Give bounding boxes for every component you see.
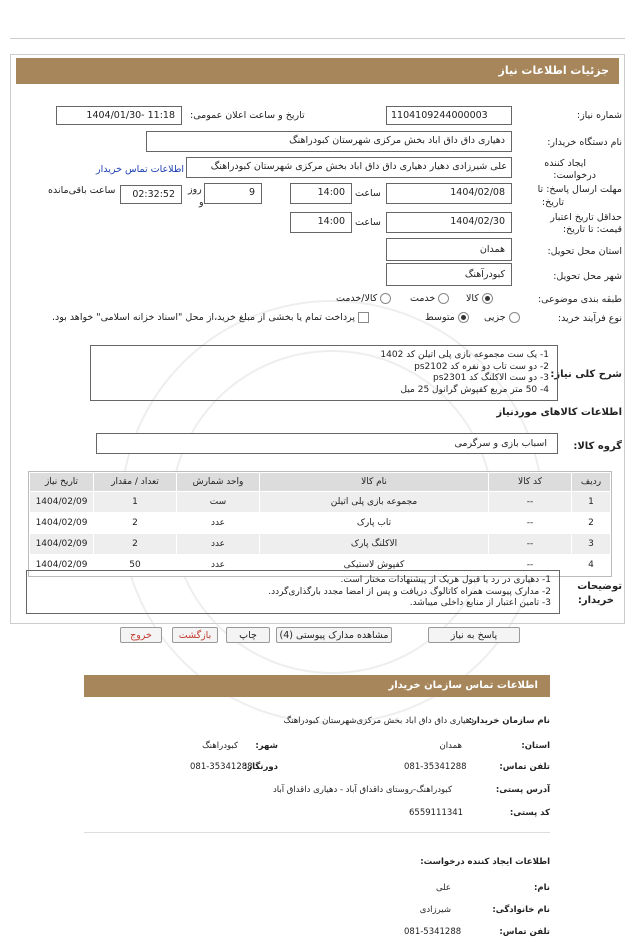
process-minor-radio[interactable] [509,312,520,323]
remaining-time: 02:32:52 [132,189,175,200]
creator-info-title: اطلاعات ایجاد کننده درخواست: [420,857,550,867]
validity-date: 1404/02/30 [450,216,505,227]
validity-date-field [386,212,512,233]
cell-unit: عدد [177,555,260,576]
contact-province-value: همدان [439,741,462,751]
page-title [16,58,619,84]
days-field [204,183,262,204]
cell-index: 1 [572,492,611,513]
cell-qty: 2 [94,513,177,534]
contact-address-value: کبودراهنگ-روستای داقداق آباد - دهیاری داقداق آباد [272,785,452,795]
days-label: روز [188,184,202,195]
cell-index: 2 [572,513,611,534]
col-name: نام کالا [260,473,489,492]
notes-line-3: 3- تامین اعتبار از منابع داخلی میباشد. [409,598,551,608]
goods-table-header [30,473,611,492]
contact-title-bar [84,675,550,697]
view-attachments-button[interactable]: مشاهده مدارک پیوستی (4) [276,627,392,643]
category-service-label: خدمت [410,293,436,304]
contact-phone-value: 081-35341288 [404,762,467,772]
payment-note-text: پرداخت تمام یا بخشی از مبلغ خرید،از محل "اسناد خزانه اسلامی" خواهد بود. [52,312,355,323]
notes-label-1: توضیحات [577,581,622,592]
exit-button[interactable]: خروج [120,627,162,643]
contact-fax-value: 081-35341288 [190,762,253,772]
cell-unit: ست [177,492,260,513]
notes-label-2: خریدار: [577,595,614,606]
need-number-field: 1104109244000003 [386,106,512,125]
deadline-label-1: مهلت ارسال پاسخ: تا [537,184,622,195]
back-button[interactable]: بازگشت [172,627,218,643]
cell-unit: عدد [177,513,260,534]
contact-fax-label: دورنگار: [243,762,278,772]
cell-name: الاکلنگ پارک [260,534,489,555]
announce-field [56,106,182,125]
process-medium-radio[interactable] [458,312,469,323]
goods-table-wrap [28,471,612,577]
validity-time-field [290,212,352,233]
page-title-text: جزئیات اطلاعات نیاز [498,64,609,77]
province-label: استان محل تحویل: [547,246,622,257]
days-value: 9 [248,187,255,198]
contact-postal-label: کد پستی: [509,808,550,818]
cell-name: کفپوش لاستیکی [260,555,489,576]
creator-phone-label: تلفن تماس: [499,927,550,937]
process-medium-label: متوسط [425,312,455,323]
category-option-both[interactable] [336,293,391,304]
contact-title: اطلاعات تماس سازمان خریدار [388,680,538,691]
cell-qty: 1 [94,492,177,513]
category-option-service[interactable] [410,293,449,304]
deadline-label-2: تاریخ: [541,197,564,208]
cell-date: 1404/02/09 [30,555,94,576]
notes-line-2: 2- مدارک پیوست همراه کاتالوگ دریافت و پس از امضا مجدد بارگذاری‌گردد. [268,586,551,597]
creator-first-name-label: نام: [533,883,550,893]
goods-section-title: اطلاعات کالاهای موردنیاز [496,407,622,418]
creator-first-name-value: علی [436,883,451,893]
city-field: کبودرآهنگ [386,263,512,286]
description-label: شرح کلی نیاز: [550,369,622,380]
top-divider [10,38,625,39]
col-unit: واحد شمارش [177,473,260,492]
description-box [90,345,558,401]
table-row [30,534,611,555]
print-button[interactable]: چاپ [226,627,270,643]
province-field: همدان [386,238,512,261]
process-label: نوع فرآیند خرید: [557,313,622,324]
deadline-date: 1404/02/08 [450,187,505,198]
category-option-goods[interactable] [466,293,493,304]
creator-label-1: ایجاد کننده [544,158,586,169]
creator-label-2: درخواست: [553,170,596,181]
table-row [30,513,611,534]
payment-checkbox[interactable] [358,312,369,323]
validity-label-1: حداقل تاریخ اعتبار [550,212,622,223]
validity-label-2: قیمت: تا تاریخ: [562,224,622,235]
notes-line-1: 1- دهیاری در رد یا قبول هریک از پیشنهادات مختار است. [340,575,551,585]
cell-qty: 2 [94,534,177,555]
description-line-2: 2- دو ست تاب دو نفره کد ps2102 [414,361,549,372]
reply-button[interactable]: پاسخ به نیاز [428,627,520,643]
contact-info-link[interactable]: اطلاعات تماس خریدار [96,164,185,175]
validity-time: 14:00 [317,216,345,227]
remaining-label: ساعت باقی‌مانده [48,185,116,196]
contact-city-value: کبودراهنگ [202,741,238,751]
description-line-3: 3- دو ست الاکلنگ کد ps2301 [432,373,549,383]
contact-org-value: دهیاری داق داق اباد بخش مرکزی‌شهرستان کبودراهنگ [283,716,474,726]
cell-index: 3 [572,534,611,555]
deadline-time: 14:00 [317,187,345,198]
goods-group-label: گروه کالا: [573,441,622,452]
category-goods-radio[interactable] [482,293,493,304]
cell-code: -- [489,534,572,555]
goods-group-field: اسباب بازی و سرگرمی [96,433,558,454]
category-both-radio[interactable] [380,293,391,304]
need-number-label: شماره نیاز: [576,110,622,121]
cell-date: 1404/02/09 [30,534,94,555]
contact-phone-label: تلفن تماس: [499,762,550,772]
process-minor-label: جزیی [484,312,506,323]
cell-code: -- [489,555,572,576]
category-label: طبقه بندی موضوعی: [537,294,622,305]
cell-name: مجموعه بازی پلی اتیلن [260,492,489,513]
contact-postal-value: 6559111341 [409,808,464,818]
contact-org-label: نام سازمان خریدار: [468,716,550,726]
announce-value: 1404/01/30- 11:18 [86,110,175,121]
process-option-medium[interactable] [425,312,469,323]
payment-note[interactable] [52,312,369,323]
contact-address-label: آدرس پستی: [495,785,550,795]
validity-time-label: ساعت [355,217,381,228]
cell-name: تاب پارک [260,513,489,534]
remaining-time-field [120,185,182,204]
city-label: شهر محل تحویل: [553,271,622,282]
cell-index: 4 [572,555,611,576]
creator-last-name-value: شیرزادی [419,905,451,915]
contact-city-label: شهر: [255,741,278,751]
deadline-time-label: ساعت [355,188,381,199]
cell-unit: عدد [177,534,260,555]
cell-date: 1404/02/09 [30,492,94,513]
cell-code: -- [489,492,572,513]
creator-last-name-label: نام خانوادگی: [492,905,550,915]
category-goods-label: کالا [466,293,479,304]
description-line-1: 1- یک ست مجموعه بازی پلی اتیلن کد 1402 [380,350,549,360]
deadline-time-field [290,183,352,204]
days-suffix: و [199,197,204,208]
contact-province-label: استان: [521,741,550,751]
creator-phone-value: 081-5341288 [404,927,462,937]
col-qty: تعداد / مقدار [94,473,177,492]
cell-qty: 50 [94,555,177,576]
buyer-label: نام دستگاه خریدار: [547,137,622,148]
category-service-radio[interactable] [438,293,449,304]
deadline-date-field [386,183,512,204]
announce-label: تاریخ و ساعت اعلان عمومی: [190,110,305,121]
category-both-label: کالا/خدمت [336,293,378,304]
notes-box [26,570,560,614]
buyer-field: دهیاری داق داق اباد بخش مرکزی شهرستان کبودراهنگ [146,131,512,152]
col-date: تاریخ نیاز [30,473,94,492]
cell-code: -- [489,513,572,534]
table-row [30,492,611,513]
description-line-4: 4- 50 متر مربع کفپوش گرانول 25 میل [400,384,549,395]
cell-date: 1404/02/09 [30,513,94,534]
process-option-minor[interactable] [484,312,520,323]
contact-divider [84,832,550,833]
goods-table [29,472,611,576]
col-index: ردیف [572,473,611,492]
col-code: کد کالا [489,473,572,492]
creator-field: علی شیرزادی دهیار دهیاری داق داق اباد بخش مرکزی شهرستان کبودراهنگ [186,157,512,178]
